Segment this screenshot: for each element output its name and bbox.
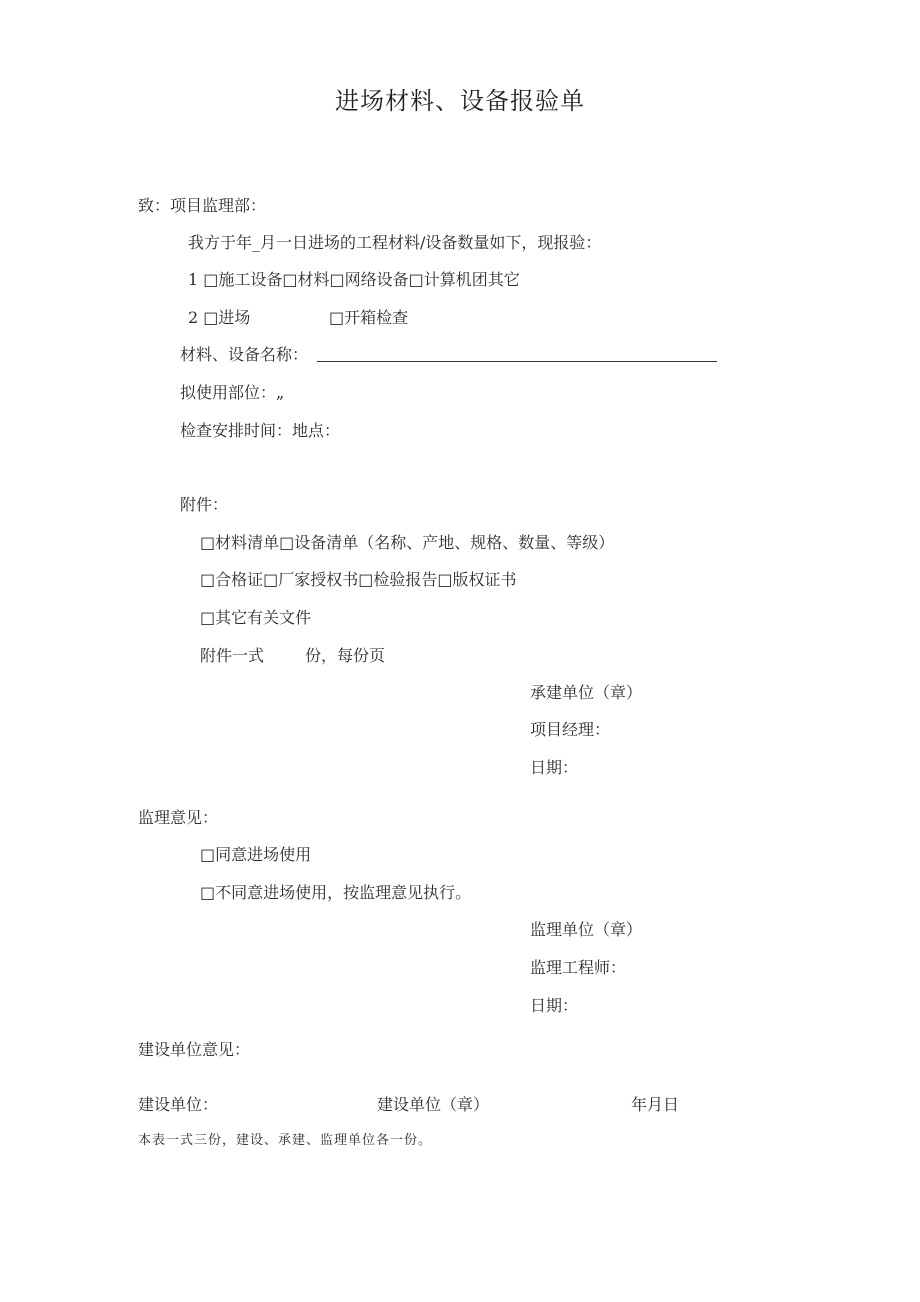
material-name-label: 材料、设备名称： [180,345,309,364]
intro-line: 我方于年_月一日进场的工程材料/设备数量如下，现报验： [188,233,602,252]
category-options-row: 1 □施工设备□材料□网络设备□计算机团其它 [188,270,520,289]
contractor-date-label: 日期： [530,758,579,777]
attachments-count-label: 附件一式 [200,646,265,665]
addressee-line: 致：项目监理部： [138,196,267,215]
owner-unit-stamp: 建设单位（章） [377,1095,490,1114]
owner-date-label: 年月日 [631,1095,680,1114]
entry-option: 2 □进场 [188,308,251,327]
inspection-time-label: 检查安排时间：地点： [180,421,341,440]
material-name-underline [317,361,717,362]
footer-note: 本表一式三份，建设、承建、监理单位各一份。 [138,1133,433,1148]
agree-option: □同意进场使用 [200,845,312,864]
unboxing-option: □开箱检查 [329,308,409,327]
attachments-pages-label: 份，每份页 [305,646,386,665]
usage-location-label: 拟使用部位：„ [180,383,285,402]
page-title: 进场材料、设备报验单 [335,87,585,115]
supervision-date-label: 日期： [530,996,579,1015]
owner-unit-label: 建设单位： [138,1095,219,1114]
attachments-list-line-1: □材料清单□设备清单（名称、产地、规格、数量、等级） [200,533,615,552]
owner-opinion-label: 建设单位意见： [138,1040,251,1059]
disagree-option: □不同意进场使用，按监理意见执行。 [200,883,472,902]
project-manager-label: 项目经理： [530,720,611,739]
attachments-list-line-3: □其它有关文件 [200,608,312,627]
supervision-opinion-label: 监理意见： [138,808,219,827]
attachments-list-line-2: □合格证□厂家授权书□检验报告□版权证书 [200,570,517,589]
contractor-unit-stamp: 承建单位（章） [530,683,643,702]
attachments-label: 附件： [180,495,229,514]
supervision-engineer-label: 监理工程师： [530,958,627,977]
supervision-unit-stamp: 监理单位（章） [530,920,643,939]
